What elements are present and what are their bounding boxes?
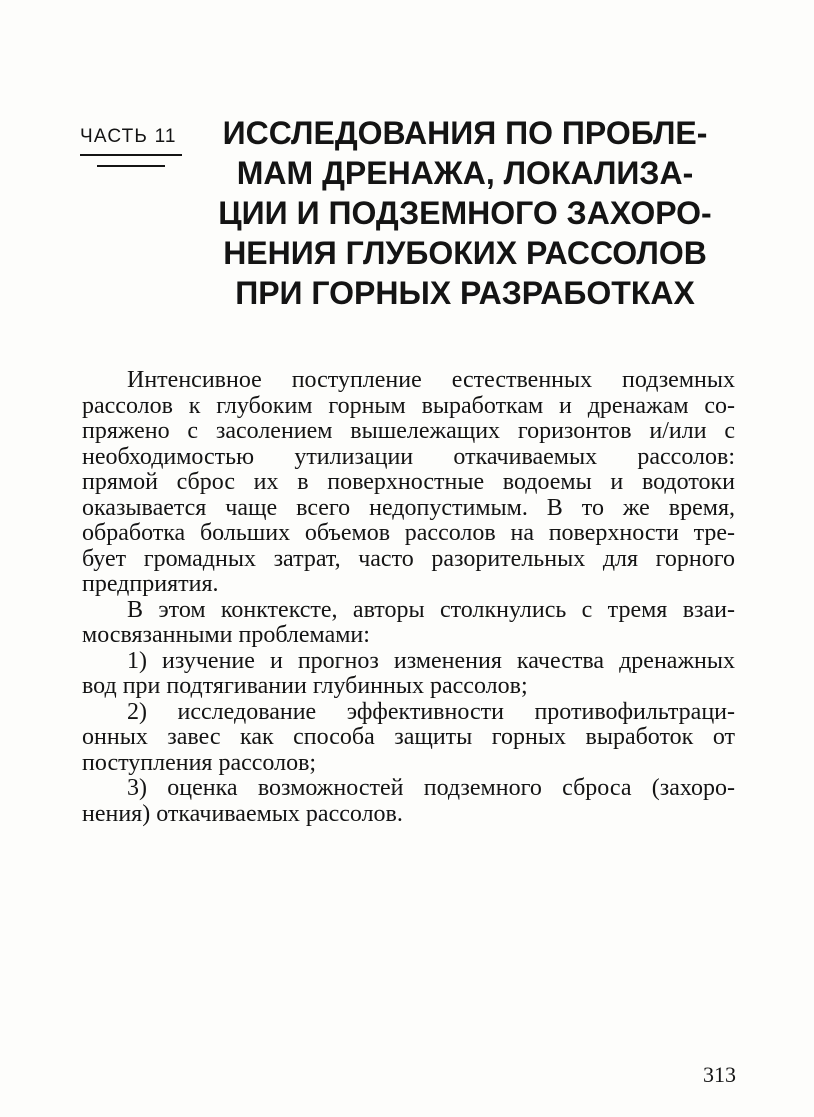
body-line: рассолов к глубоким горным выработкам и дренажам со- [82, 392, 735, 419]
body-line: необходимостью утилизации откачиваемых рассолов: [82, 443, 735, 470]
body-line: оказывается чаще всего недопустимым. В то же время, [82, 494, 735, 521]
part-label-underline-short [97, 165, 165, 167]
body-text [82, 368, 735, 827]
body-line: 2) исследование эффективности противофильтраци- [127, 698, 735, 725]
body-line: предприятия. [82, 571, 219, 597]
title-line: НЕНИЯ ГЛУБОКИХ РАССОЛОВ [223, 235, 707, 271]
paragraph-intro [82, 368, 735, 598]
list-item [82, 700, 735, 777]
part-label-underline [80, 154, 182, 156]
body-line: обработка больших объемов рассолов на поверхности тре- [82, 520, 735, 546]
body-line: Интенсивное поступление естественных подземных [127, 367, 735, 393]
title-line: МАМ ДРЕНАЖА, ЛОКАЛИЗА- [236, 155, 694, 191]
body-line: В этом конктексте, авторы столкнулись с тремя взаи- [127, 596, 735, 623]
body-line: вод при подтягивании глубинных рассолов; [82, 673, 528, 699]
part-label: ЧАСТЬ 11 [80, 126, 177, 147]
chapter-title [195, 113, 735, 313]
body-line: прямой сброс их в поверхностные водоемы и водотоки [82, 469, 735, 495]
body-line: поступления рассолов; [82, 749, 317, 776]
body-line: нения) откачиваемых рассолов. [82, 800, 403, 827]
list-item [82, 776, 735, 827]
body-line: онных завес как способа защиты горных выработок от [82, 724, 735, 750]
list-item [82, 649, 735, 700]
page-number: 313 [703, 1062, 736, 1087]
body-line: бует громадных затрат, часто разорительных для горного [82, 545, 735, 572]
body-line: 3) оценка возможностей подземного сброса (захоро- [127, 775, 735, 801]
title-line: ЦИИ И ПОДЗЕМНОГО ЗАХОРО- [218, 195, 712, 231]
body-line: 1) изучение и прогноз изменения качества дренажных [127, 647, 735, 674]
body-line: мосвязанными проблемами: [82, 622, 370, 648]
title-line: ПРИ ГОРНЫХ РАЗРАБОТКАХ [235, 275, 695, 311]
body-line: пряжено с засолением вышележащих горизонтов и/или с [82, 418, 735, 444]
title-line: ИССЛЕДОВАНИЯ ПО ПРОБЛЕ- [222, 115, 708, 151]
paragraph-context [82, 598, 735, 649]
